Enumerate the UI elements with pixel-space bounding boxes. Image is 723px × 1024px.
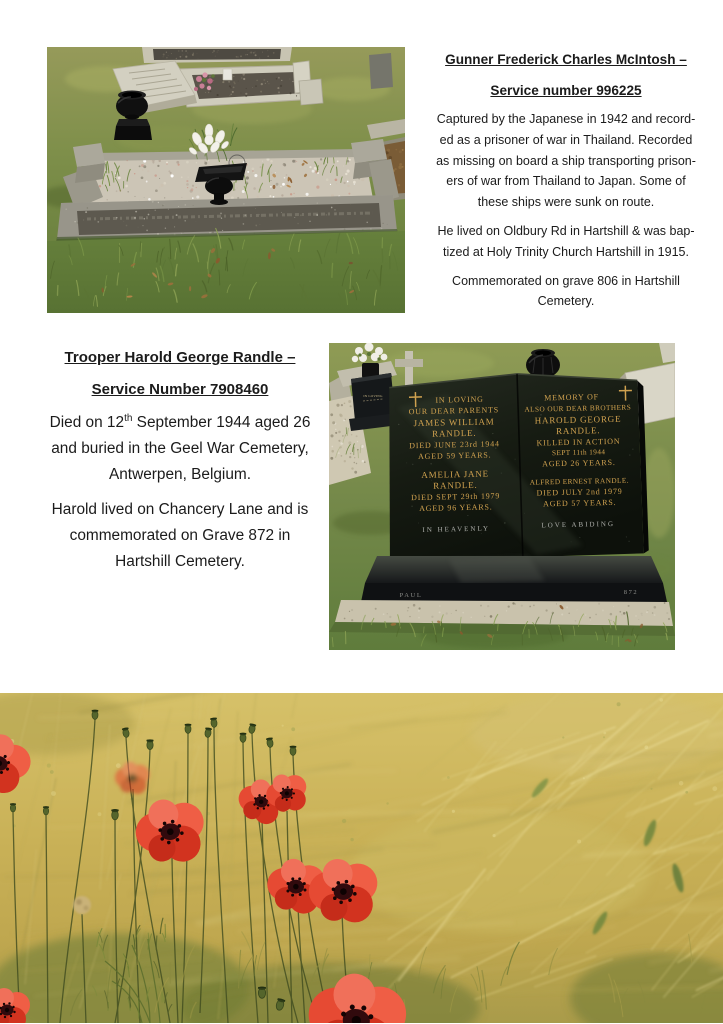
text-line: ers of war from Thailand to Japan. Some of [446,174,686,189]
base-name: PAUL [399,592,423,599]
text-line: Harold lived on Chancery Lane and is [51,501,309,518]
marker-inscription: IN LOVING [363,394,383,398]
text-segment: September 1944 aged 26 [132,414,311,431]
background-grave-top [142,47,292,63]
inscription-line: JAMES WILLIAM [413,416,495,429]
text-line: as missing on board a ship transporting prison- [436,153,696,168]
text-line: Cemetery. [537,294,595,309]
randle-paragraph-1 [28,410,332,488]
inscription-line: OUR DEAR PARENTS [408,405,500,417]
mcintosh-paragraph-3 [414,271,718,313]
inscription-line: KILLED IN ACTION [536,436,621,448]
mcintosh-title-line2: Service number 996225 [490,83,642,98]
white-vase [223,69,232,80]
text-line [28,410,332,436]
photo-poppy-field [0,693,723,1023]
randle-title-line2: Service Number 7908460 [91,381,269,398]
text-line: Commemorated on grave 806 in Hartshill [452,273,680,288]
inscription-line: AGED 26 YEARS. [542,457,616,469]
concrete-foundation [335,600,673,626]
text-segment: Died on 12 [49,414,125,431]
mcintosh-paragraph-1 [414,109,718,213]
inscription-line: AMELIA JANE [421,468,489,480]
inscription-line: AGED 57 YEARS. [542,497,617,509]
inscription-line: HAROLD GEORGE [534,413,622,426]
mcintosh-title-line1: Gunner Frederick Charles McIntosh – [445,52,687,67]
inscription-line: IN LOVING [435,394,484,405]
inscription-line: RANDLE. [433,479,478,491]
inscription-line: SEPT 11th 1944 [551,447,606,458]
text-line: tized at Holy Trinity Church Hartshill in 1915. [443,244,689,259]
inscription-line: DIED JUNE 23rd 1944 [409,439,500,451]
inscription-line: ALSO OUR DEAR BROTHERS [524,402,632,414]
text-line: Antwerpen, Belgium. [108,466,251,483]
text-line: and buried in the Geel War Cemetery, [51,440,309,457]
text-line: ed as a prisoner of war in Thailand. Recorded [439,132,693,147]
randle-text-block [28,347,332,575]
inscription-line: DIED SEPT 29th 1979 [410,491,501,503]
mcintosh-paragraph-2 [414,221,718,263]
text-line: He lived on Oldbury Rd in Hartshill & was bap- [437,223,695,238]
photo-randle-headstone [329,343,675,650]
inscription-line: AGED 96 YEARS. [419,502,493,514]
stone-cross-arm [395,359,423,367]
text-line: Captured by the Japanese in 1942 and record- [436,112,696,126]
inscription-motto: IN HEAVENLY [422,524,491,534]
inscription-line: RANDLE. [555,425,601,437]
inscription-line: ALFRED ERNEST RANDLE. [529,475,630,487]
inscription-line: RANDLE. [431,427,477,439]
photo-mcintosh-grave [47,47,405,313]
inscription-motto: LOVE ABIDING [541,519,616,530]
inscription-line: DIED JULY 2nd 1979 [536,486,623,498]
fuzzy-seed-head [73,896,91,914]
inscription-line: MEMORY OF [544,392,599,403]
mcintosh-text-block [414,50,718,312]
text-line: these ships were sunk on route. [477,195,655,210]
grave-number: 872 [623,589,639,596]
inscription-line: AGED 59 YEARS. [417,450,492,462]
text-line: commemorated on Grave 872 in [69,527,291,544]
headstone [386,371,649,561]
randle-title-line1: Trooper Harold George Randle – [64,349,296,366]
text-line: Hartshill Cemetery. [115,553,245,570]
randle-paragraph-2 [28,497,332,575]
headstone-base [329,556,675,636]
ordinal-superscript: th [124,412,133,424]
foreground-grass [47,228,405,313]
stone-cross-upright [405,351,413,389]
